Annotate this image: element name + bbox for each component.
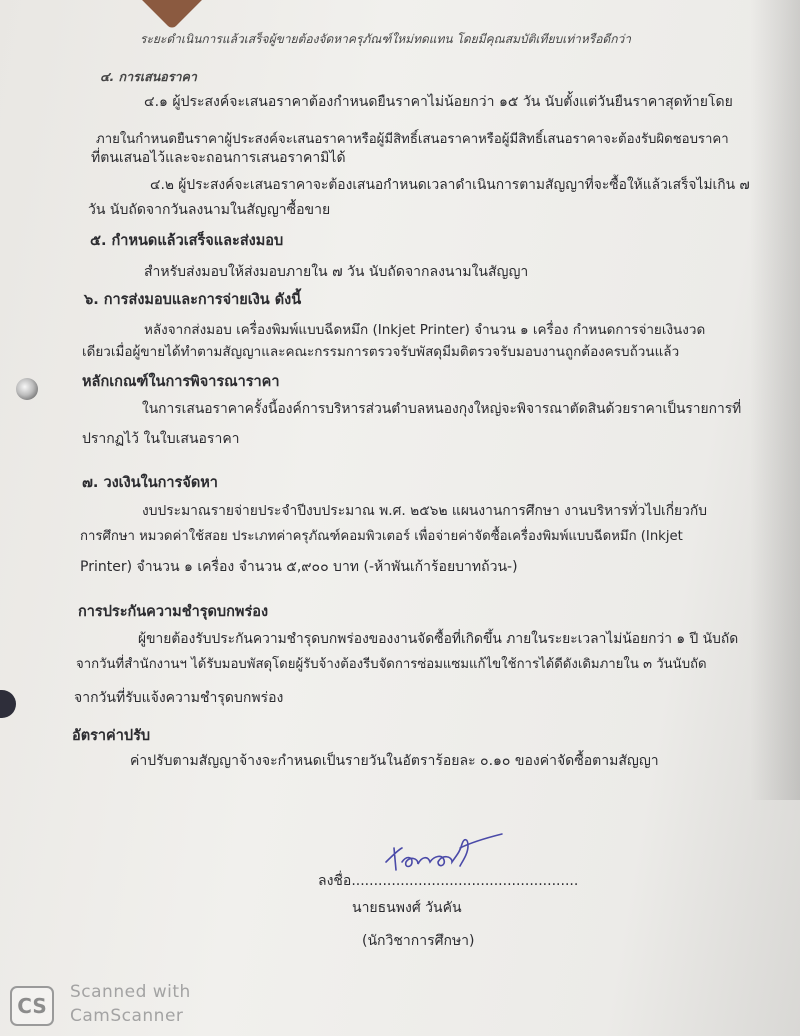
signatory-name: นายธนพงศ์ วันคัน <box>352 900 462 916</box>
punch-hole-edge <box>0 690 16 718</box>
text-line: ภายในกำหนดยืนราคาผู้ประสงค์จะเสนอราคาหรือผู้มีสิทธิ์เสนอราคาหรือผู้มีสิทธิ์เสนอราคาจะต้องรับผิดชอบราคา <box>96 132 729 147</box>
text-line: จากวันที่รับแจ้งความชำรุดบกพร่อง <box>74 690 284 706</box>
text-line: ๔.๒ ผู้ประสงค์จะเสนอราคาจะต้องเสนอกำหนดเวลาดำเนินการตามสัญญาที่จะซื้อให้แล้วเสร็จไม่เกิน ๗ <box>150 177 750 193</box>
text-line: สำหรับส่งมอบให้ส่งมอบภายใน ๗ วัน นับถัดจากลงนามในสัญญา <box>144 264 529 280</box>
signatory-position: (นักวิชาการศึกษา) <box>362 933 475 949</box>
text-line: วัน นับถัดจากวันลงนามในสัญญาซื้อขาย <box>88 202 331 218</box>
top-corner-mark <box>138 0 206 30</box>
text-line: หลังจากส่งมอบ เครื่องพิมพ์แบบฉีดหมึก (Inkjet Printer) จำนวน ๑ เครื่อง กำหนดการจ่ายเงินงวด <box>144 322 706 338</box>
text-line: การศึกษา หมวดค่าใช้สอย ประเภทค่าครุภัณฑ์คอมพิวเตอร์ เพื่อจ่ายค่าจัดซื้อเครื่องพิมพ์แบบฉีดหมึก (Inkjet <box>80 529 683 544</box>
text-line: Printer) จำนวน ๑ เครื่อง จำนวน ๕,๙๐๐ บาท (-ห้าพันเก้าร้อยบาทถ้วน-) <box>80 559 518 575</box>
heading-delivery-deadline: ๕. กำหนดแล้วเสร็จและส่งมอบ <box>90 233 284 249</box>
text-line: ปรากฏไว้ ในใบเสนอราคา <box>82 431 240 447</box>
text-line: ในการเสนอราคาครั้งนี้องค์การบริหารส่วนตำบลหนองกุงใหญ่จะพิจารณาตัดสินด้วยราคาเป็นรายการที่ <box>142 401 742 417</box>
text-line: ผู้ขายต้องรับประกันความชำรุดบกพร่องของงานจัดซื้อที่เกิดขึ้น ภายในระยะเวลาไม่น้อยกว่า ๑ ปี นับถัด <box>138 631 739 647</box>
heading-budget: ๗. วงเงินในการจัดหา <box>82 475 218 491</box>
text-line: ๔.๑ ผู้ประสงค์จะเสนอราคาต้องกำหนดยืนราคาไม่น้อยกว่า ๑๕ วัน นับตั้งแต่วันยืนราคาสุดท้ายโดย <box>144 94 733 110</box>
page-shadow <box>750 0 800 800</box>
text-line: งบประมาณรายจ่ายประจำปีงบประมาณ พ.ศ. ๒๕๖๒ แผนงานการศึกษา งานบริหารทั่วไปเกี่ยวกับ <box>142 503 707 519</box>
text-line: ระยะดำเนินการแล้วเสร็จผู้ขายต้องจัดหาครุภัณฑ์ใหม่ทดแทน โดยมีคุณสมบัติเทียบเท่าหรือดีกว่า <box>140 32 631 46</box>
heading-price-criteria: หลักเกณฑ์ในการพิจารณาราคา <box>82 374 280 390</box>
watermark-line-2: CamScanner <box>70 1006 184 1026</box>
text-line: ค่าปรับตามสัญญาจ้างจะกำหนดเป็นรายวันในอัตราร้อยละ ๐.๑๐ ของค่าจัดซื้อตามสัญญา <box>130 753 659 769</box>
signature-dots: ................................................... <box>351 873 579 889</box>
heading-fine: อัตราค่าปรับ <box>72 728 151 744</box>
watermark-line-1: Scanned with <box>70 982 191 1002</box>
text-line: ที่ตนเสนอไว้และจะถอนการเสนอราคามิได้ <box>91 150 346 166</box>
heading-warranty: การประกันความชำรุดบกพร่อง <box>78 604 269 620</box>
text-line: เดียวเมื่อผู้ขายได้ทำตามสัญญาและคณะกรรมการตรวจรับพัสดุมีมติตรวจรับมอบงานถูกต้องครบถ้วนแล้ว <box>82 344 680 360</box>
signature-label: ลงชื่อ................................................... <box>318 873 579 889</box>
punch-hole <box>16 378 38 400</box>
heading-delivery-payment: ๖. การส่งมอบและการจ่ายเงิน ดังนี้ <box>84 292 302 308</box>
camscanner-logo: CS <box>10 986 54 1026</box>
text-line: จากวันที่สำนักงานฯ ได้รับมอบพัสดุโดยผู้รับจ้างต้องรีบจัดการซ่อมแซมแก้ไขใช้การได้ดีดังเดิมภายใน ๓ วันนับถัด <box>76 657 707 672</box>
heading-bid: ๔. การเสนอราคา <box>100 69 197 84</box>
